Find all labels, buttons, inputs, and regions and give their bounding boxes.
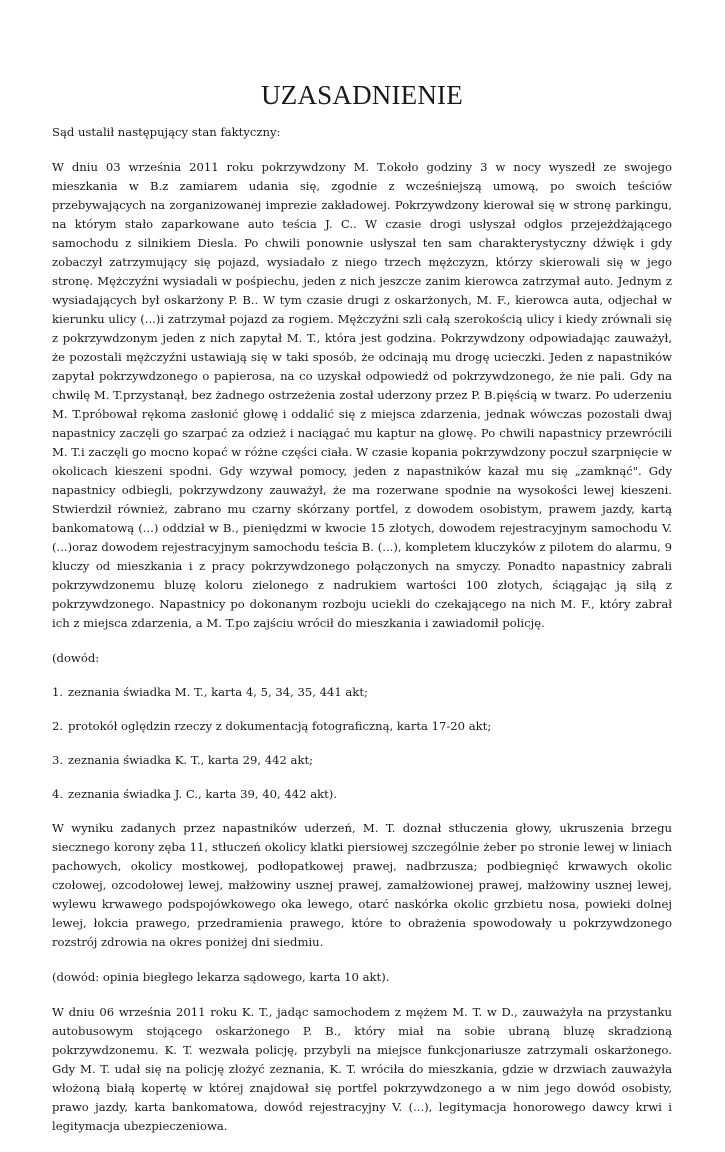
evidence-list [52, 683, 672, 804]
list-item [52, 717, 672, 736]
list-number: 3. [52, 753, 64, 767]
list-item [52, 683, 672, 702]
list-text: zeznania świadka J. C., karta 39, 40, 442 akt). [68, 787, 337, 801]
facts-paragraph: W dniu 03 września 2011 roku pokrzywdzony M. T.około godziny 3 w nocy wyszedł ze swojego mieszkania w B.z zamiarem udania się, zgodnie z wcześniejszą umową, po swoich teściów przebywających na zorganizowanej imprezie zakładowej. Pokrzywdzony kierował się w stronę parkingu, na którym stało zaparkowane auto teścia J. C.. W czasie drogi usłyszał odgłos przejeżdżającego samochodu z silnikiem Diesla. Po chwili ponownie usłyszał ten sam charakterystyczny dźwięk i gdy zobaczył zatrzymujący się pojazd, wysiadało z niego trzech mężczyzn, którzy skierowali się w jego stronę. Mężczyźni wysiadali w pośpiechu, jeden z nich jeszcze zanim kierowca zatrzymał auto. Jednym z wysiadających był oskarżony P. B.. W tym czasie drugi z oskarżonych, M. F., kierowca auta, odjechał w kierunku ulicy (...)i zatrzymał pojazd za rogiem. Mężczyźni szli całą szerokością ulicy i kiedy zrównali się z pokrzywdzonym jeden z nich zapytał M. T., która jest godzina. Pokrzywdzony odpowiadając zauważył, że pozostali mężczyźni ustawiają się w taki sposób, że odcinają mu drogę ucieczki. Jeden z napastników zapytał pokrzywdzonego o papierosa, na co uzyskał odpowiedź od pokrzywdzonego, że nie pali. Gdy na chwilę M. T.przystanął, bez żadnego ostrzeżenia został uderzony przez P. B.pięścią w twarz. Po uderzeniu M. T.próbował rękoma zasłonić głowę i oddalić się z miejsca zdarzenia, jednak wówczas pozostali dwaj napastnicy zaczęli go szarpać za odzież i naciągać mu kaptur na głowę. Po chwili napastnicy przewrócili M. T.i zaczęli go mocno kopać w różne części ciała. W czasie kopania pokrzywdzony poczuł szarpnięcie w okolicach kieszeni spodni. Gdy wzywał pomocy, jeden z napastników kazał mu się „zamknąć". Gdy napastnicy odbiegli, pokrzywdzony zauważył, że ma rozerwane spodnie na wysokości lewej kieszeni. Stwierdził również, zabrano mu czarny skórzany portfel, z dowodem osobistym, prawem jazdy, kartą bankomatową (...) oddział w B., pieniędzmi w kwocie 15 złotych, dowodem rejestracyjnym samochodu V. (...)oraz dowodem rejestracyjnym samochodu teścia B. (...), kompletem kluczyków z pilotem do alarmu, 9 kluczy od mieszkania i z pracy pokrzywdzonego połączonych na smyczy. Ponadto napastnicy zabrali pokrzywdzonemu bluzę koloru zielonego z nadrukiem wartości 100 złotych, ściągając ją siłą z pokrzywdzonego. Napastnicy po dokonanym rozboju uciekli do czekającego na nich M. F., który zabrał ich z miejsca zdarzenia, a M. T.po zajściu wrócił do mieszkania i zawiadomił policję. [52, 160, 672, 630]
list-text: protokół oględzin rzeczy z dokumentacją fotograficzną, karta 17-20 akt; [68, 719, 492, 733]
evidence-label: (dowód: [52, 651, 100, 665]
arrest-paragraph: W dniu 06 września 2011 roku K. T., jadąc samochodem z mężem M. T. w D., zauważyła na przystanku autobusowym stojącego oskarżonego P. B., który miał na sobie ubraną bluzę skradzioną pokrzywdzonemu. K. T. wezwała policję, przybyli na miejsce funkcjonariusze zatrzymali oskarżonego. Gdy M. T. udał się na policję złożyć zeznania, K. T. wróciła do mieszkania, gdzie w drzwiach zauważyła włożoną białą kopertę w której znajdował się portfel pokrzywdzonego a w nim jego dowód osobisty, prawo jazdy, karta bankomatowa, dowód rejestracyjny V. (...), legitymacja honorowego dawcy krwi i legitymacja ubezpieczeniowa. [52, 1005, 672, 1133]
list-text: zeznania świadka M. T., karta 4, 5, 34, 35, 441 akt; [68, 685, 368, 699]
injuries-paragraph: W wyniku zadanych przez napastników uderzeń, M. T. doznał stłuczenia głowy, ukruszenia brzegu siecznego korony zęba 11, stłuczeń okolicy klatki piersiowej szczególnie żeber po stronie lewej w liniach pachowych, okolicy mostkowej, podłopatkowej prawej, nadbrzusza; podbiegnięć krwawych okolic czołowej, ozcodołowej lewej, małżowiny usznej prawej, zamałżowionej prawej, małżowiny usznej lewej, wylewu krwawego podspojówkowego oka lewego, otarć naskórka okolic grzbietu nosa, powieki dolnej lewej, łokcia prawego, przedramienia prawego, które to obrażenia spowodowały u pokrzywdzonego rozstrój zdrowia na okres poniżej dni siedmiu. [52, 821, 672, 949]
document-title: UZASADNIENIE [261, 80, 463, 110]
list-number: 4. [52, 787, 64, 801]
list-number: 2. [52, 719, 64, 733]
list-text: zeznania świadka K. T., karta 29, 442 akt; [68, 753, 314, 767]
list-item [52, 751, 672, 770]
document-page [52, 80, 672, 1152]
medical-evidence-paragraph: (dowód: opinia biegłego lekarza sądowego, karta 10 akt). [52, 970, 390, 984]
list-item [52, 785, 672, 804]
intro-line: Sąd ustalił następujący stan faktyczny: [52, 125, 281, 139]
list-number: 1. [52, 685, 64, 699]
